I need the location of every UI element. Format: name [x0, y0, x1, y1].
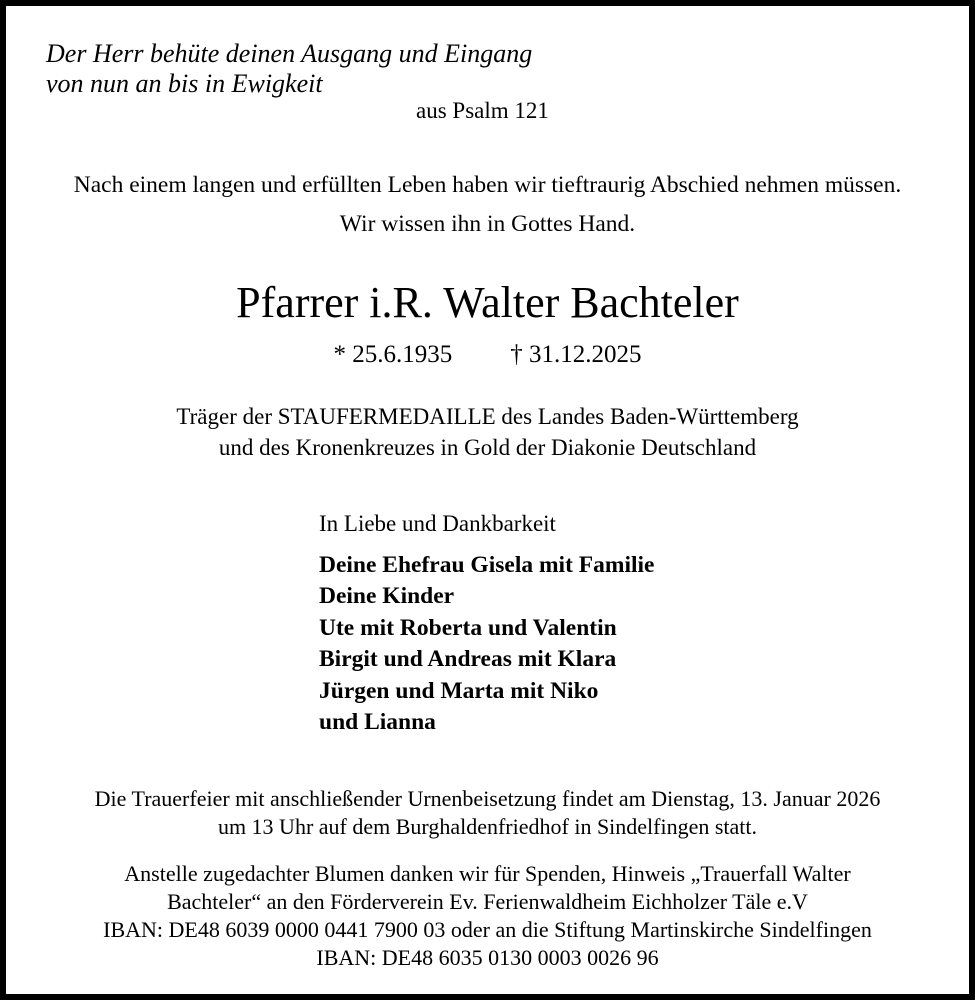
mourner-name: Ute mit Roberta und Valentin — [319, 614, 617, 641]
mourner-name: Birgit und Andreas mit Klara — [319, 646, 617, 672]
bible-verse-line-2: von nun an bis in Ewigkeit — [46, 69, 323, 98]
death-date: † 31.12.2025 — [510, 341, 642, 368]
donations-iban-line-2: IBAN: DE48 6035 0130 0003 0026 96 — [316, 945, 659, 970]
donations-iban-line-1: IBAN: DE48 6039 0000 0441 7900 03 oder an die Stiftung Martinskirche Sindelfingen — [103, 917, 872, 942]
mourner-name: und Lianna — [319, 709, 436, 735]
deceased-name: Pfarrer i.R. Walter Bachteler — [236, 278, 739, 327]
verse-source: aus Psalm 121 — [416, 98, 549, 123]
mourner-name: Deine Ehefrau Gisela mit Familie — [319, 551, 655, 578]
ceremony-line-1: Die Trauerfeier mit anschließender Urnenbeisetzung findet am Dienstag, 13. Januar 2026 — [94, 786, 881, 811]
mourners-heading: In Liebe und Dankbarkeit — [319, 511, 556, 536]
donations-line-2: Bachteler“ an den Förderverein Ev. Ferienwaldheim Eichholzer Täle e.V — [167, 889, 808, 914]
mourners-block — [319, 508, 654, 739]
honors-line-1: Träger der STAUFERMEDAILLE des Landes Baden-Württemberg — [176, 404, 799, 429]
intro-line-1: Nach einem langen und erfüllten Leben haben wir tieftraurig Abschied nehmen müssen. — [73, 172, 902, 198]
mourner-name: Jürgen und Marta mit Niko — [319, 677, 599, 704]
bible-verse-line-1: Der Herr behüte deinen Ausgang und Eingang — [46, 39, 533, 68]
intro-line-2: Wir wissen ihn in Gottes Hand. — [339, 211, 636, 237]
life-dates — [6, 341, 969, 369]
donations-line-1: Anstelle zugedachter Blumen danken wir für Spenden, Hinweis „Trauerfall Walter — [124, 861, 851, 886]
ceremony-line-2: um 13 Uhr auf dem Burghaldenfriedhof in Sindelfingen statt. — [217, 814, 758, 839]
honors-line-2: und des Kronenkreuzes in Gold der Diakonie Deutschland — [218, 435, 757, 460]
mourner-name: Deine Kinder — [319, 583, 455, 609]
birth-date: * 25.6.1935 — [333, 341, 453, 368]
